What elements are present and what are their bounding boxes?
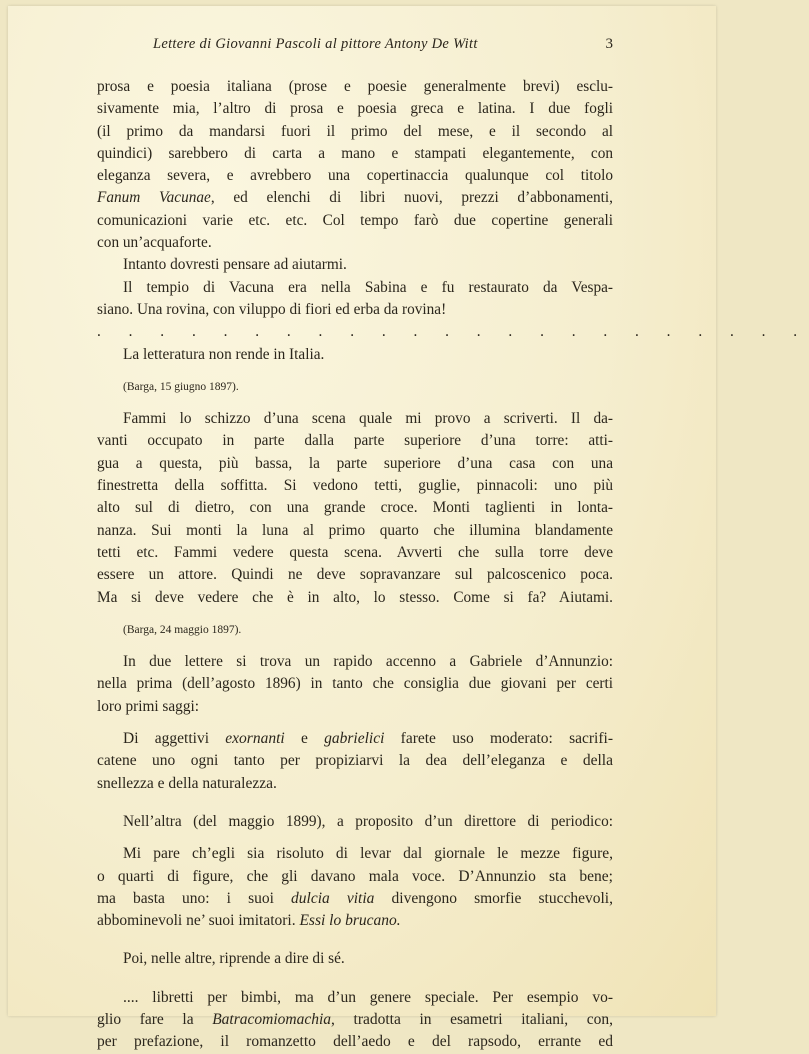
text-line: snellezza e della naturalezza. <box>97 774 277 792</box>
text-line: Ma si deve vedere che è in alto, lo stesso. Come si fa? Aiutami. <box>97 588 613 606</box>
paragraph-5 <box>97 408 613 609</box>
paragraph-1 <box>97 76 613 254</box>
quote-3 <box>97 987 613 1054</box>
paragraph-8: Poi, nelle altre, riprende a dire di sé. <box>123 950 345 968</box>
date-line: (Barga, 15 giugno 1897). <box>123 380 239 393</box>
page-body <box>97 76 809 1054</box>
page-header <box>153 36 613 58</box>
text-line: finestretta della soffitta. Si vedono tetti, guglie, pinnacoli: uno più <box>97 477 613 495</box>
scanned-page <box>8 6 809 1051</box>
text-line: loro primi saggi: <box>97 697 199 715</box>
running-title: Lettere di Giovanni Pascoli al pittore Antony De Witt <box>153 36 478 52</box>
text-line: quindici) sarebbero di carta a mano e stampati elegantemente, con <box>97 144 613 162</box>
text-line: In due lettere si trova un rapido accenno a Gabriele d’Annunzio: <box>123 653 613 671</box>
quote-1 <box>97 728 613 795</box>
text-line: comunicazioni varie etc. etc. Col tempo farò due copertine generali <box>97 211 613 229</box>
text-line: per prefazione, il romanzetto dell’aedo e del rapsodo, errante ed <box>97 1033 613 1051</box>
text-line: tetti etc. Fammi vedere questa scena. Avverti che sulla torre deve <box>97 543 613 561</box>
page-number: 3 <box>605 36 613 52</box>
text-line: ma basta uno: i suoi dulcia vitia divengono smorfie stucchevoli, <box>97 889 613 907</box>
text-line: catene uno ogni tanto per propiziarvi la dea dell’eleganza e della <box>97 752 613 770</box>
paragraph-4: La letteratura non rende in Italia. <box>123 345 325 363</box>
text-line: vanti occupato in parte dalla parte superiore d’una torre: atti- <box>97 432 613 450</box>
paragraph-3 <box>97 277 613 322</box>
text-line: nella prima (dell’agosto 1896) in tanto che consiglia due giovani per certi <box>97 675 613 693</box>
paragraph-2: Intanto dovresti pensare ad aiutarmi. <box>123 256 347 274</box>
text-line: Fammi lo schizzo d’una scena quale mi provo a scriverti. Il da- <box>123 410 613 428</box>
text-line: Il tempio di Vacuna era nella Sabina e fu restaurato da Vespa- <box>123 278 613 296</box>
text-line: alto sul di dietro, con una grande croce. Monti taglienti in lonta- <box>97 499 613 517</box>
text-line: Mi pare ch’egli sia risoluto di levar dal giornale le mezze figure, <box>123 845 613 863</box>
quote-2 <box>97 843 613 932</box>
text-line: o quarti di figure, che gli davano mala voce. D’Annunzio sta bene; <box>97 867 613 885</box>
text-line: prosa e poesia italiana (prose e poesie generalmente brevi) esclu- <box>97 78 613 95</box>
text-line: con un’acquaforte. <box>97 234 212 252</box>
text-line: abbominevoli ne’ suoi imitatori. Essi lo brucano. <box>97 912 401 930</box>
text-line: sivamente mia, l’altro di prosa e poesia greca e latina. I due fogli <box>97 100 613 118</box>
date-line: (Barga, 24 maggio 1897). <box>123 623 242 636</box>
text-line: (il primo da mandarsi fuori il primo del mese, e il secondo al <box>97 122 613 140</box>
ellipsis-line: . . . . . . . . . . . . . . . . . . . . . . . <box>97 323 809 341</box>
text-line: glio fare la Batracomiomachia, tradotta in esametri italiani, con, <box>97 1010 613 1028</box>
text-line: essere un attore. Quindi ne deve sopravanzare sul palcoscenico poca. <box>97 566 613 584</box>
paragraph-7: Nell’altra (del maggio 1899), a proposito d’un direttore di periodico: <box>123 812 613 830</box>
text-line: siano. Una rovina, con viluppo di fiori ed erba da rovina! <box>97 300 447 318</box>
paragraph-6 <box>97 651 613 718</box>
text-line: nanza. Sui monti la luna al primo quarto che illumina blandamente <box>97 521 613 539</box>
text-line: Di aggettivi exornanti e gabrielici farete uso moderato: sacrifi- <box>123 730 613 748</box>
text-line: .... libretti per bimbi, ma d’un genere speciale. Per esempio vo- <box>123 988 613 1006</box>
text-line: Fanum Vacunae, ed elenchi di libri nuovi, prezzi d’abbonamenti, <box>97 189 613 207</box>
text-line: eleganza severa, e avrebbero una copertinaccia qualunque col titolo <box>97 167 613 185</box>
italic-title: Fanum Vacunae <box>97 189 211 207</box>
text-line: gua a questa, più bassa, la parte superiore d’una casa con una <box>97 454 613 472</box>
